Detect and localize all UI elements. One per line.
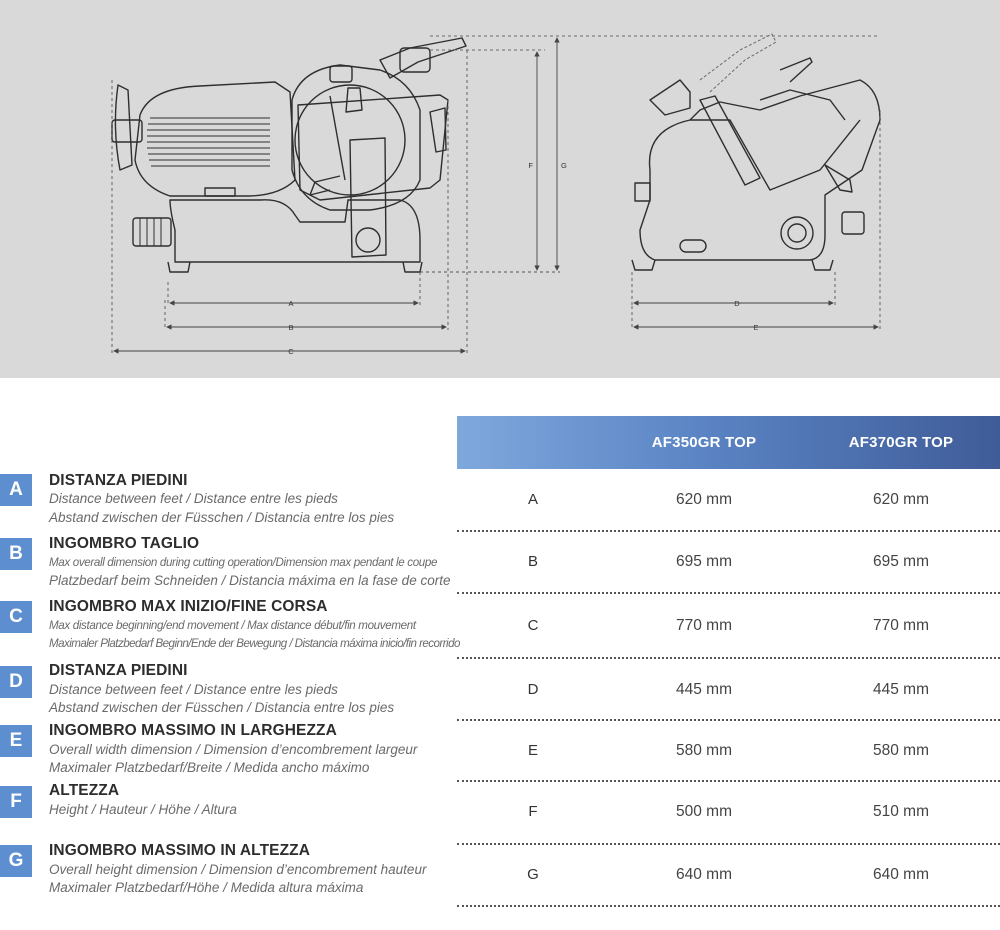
legend-line2: Maximaler Platzbedarf/Höhe / Medida altura máxima xyxy=(49,880,364,895)
af350gr-value: 620 mm xyxy=(676,491,732,508)
dim-label-d: D xyxy=(734,299,740,308)
legend-title: INGOMBRO MAX INIZIO/FINE CORSA xyxy=(49,598,328,615)
base xyxy=(170,200,420,262)
legend-title: INGOMBRO TAGLIO xyxy=(49,535,200,552)
legend-line1: Max distance beginning/end movement / Max distance début/fin mouvement xyxy=(49,619,416,632)
af370gr-value: 510 mm xyxy=(873,803,929,820)
blade-guard xyxy=(292,65,420,210)
legend-line2: Abstand zwischen der Füsschen / Distancia entre los pies xyxy=(49,510,395,525)
motor-housing xyxy=(135,82,295,196)
legend-line2: Abstand zwischen der Füsschen / Distancia entre los pies xyxy=(49,700,395,715)
badge-d: D xyxy=(0,666,32,698)
af370gr-value: 640 mm xyxy=(873,866,929,883)
legend-line2: Platzbedarf beim Schneiden / Distancia máxima en la fase de corte xyxy=(49,573,451,588)
row-divider xyxy=(457,657,1000,659)
row-divider xyxy=(457,530,1000,532)
column-header-af350gr: AF350GR TOP xyxy=(651,434,757,451)
legend-title: ALTEZZA xyxy=(49,782,120,799)
row-letter: D xyxy=(527,681,539,698)
legend-line1: Height / Hauteur / Höhe / Altura xyxy=(49,802,237,817)
af350gr-value: 770 mm xyxy=(676,617,732,634)
rear-knob xyxy=(115,85,132,170)
badge-a: A xyxy=(0,474,32,506)
af350gr-value: 445 mm xyxy=(676,681,732,698)
dim-label-b: B xyxy=(288,323,294,332)
af350gr-value: 640 mm xyxy=(676,866,732,883)
legend-line1: Distance between feet / Distance entre les pieds xyxy=(49,682,338,697)
legend-title: DISTANZA PIEDINI xyxy=(49,472,188,489)
row-divider xyxy=(457,905,1000,907)
legend-line1: Distance between feet / Distance entre les pieds xyxy=(49,491,338,506)
row-letter: B xyxy=(527,553,538,570)
row-letter: G xyxy=(527,866,539,883)
side-body xyxy=(640,80,880,260)
af370gr-value: 580 mm xyxy=(873,742,929,759)
af370gr-value: 695 mm xyxy=(873,553,929,570)
dim-label-f: F xyxy=(528,161,533,170)
dim-label-a: A xyxy=(288,299,294,308)
row-letter: F xyxy=(528,803,538,820)
legend-title: INGOMBRO MASSIMO IN LARGHEZZA xyxy=(49,722,337,739)
dim-label-g: G xyxy=(561,161,567,170)
row-divider xyxy=(457,719,1000,721)
af350gr-value: 695 mm xyxy=(676,553,732,570)
legend-title: DISTANZA PIEDINI xyxy=(49,662,188,679)
row-letter: E xyxy=(527,742,538,759)
row-letter: C xyxy=(527,617,539,634)
badge-g: G xyxy=(0,845,32,877)
column-header-af370gr: AF370GR TOP xyxy=(848,434,954,451)
row-letter: A xyxy=(527,491,538,508)
af370gr-value: 445 mm xyxy=(873,681,929,698)
badge-e: E xyxy=(0,725,32,757)
af350gr-value: 500 mm xyxy=(676,803,732,820)
af370gr-value: 770 mm xyxy=(873,617,929,634)
dim-label-e: E xyxy=(753,323,759,332)
badge-b: B xyxy=(0,538,32,570)
legend-line2: Maximaler Platzbedarf/Breite / Medida ancho máximo xyxy=(49,760,370,775)
badge-c: C xyxy=(0,601,32,633)
badge-f: F xyxy=(0,786,32,818)
technical-drawing xyxy=(0,0,1000,378)
row-divider xyxy=(457,843,1000,845)
row-divider xyxy=(457,592,1000,594)
legend-title: INGOMBRO MASSIMO IN ALTEZZA xyxy=(49,842,311,859)
row-divider xyxy=(457,780,1000,782)
slicer-line-drawing xyxy=(0,0,1000,378)
legend-line1: Max overall dimension during cutting operation/Dimension max pendant le coupe xyxy=(49,556,438,569)
legend-line1: Overall width dimension / Dimension d’encombrement largeur xyxy=(49,742,418,757)
af370gr-value: 620 mm xyxy=(873,491,929,508)
legend-line2: Maximaler Platzbedarf Beginn/Ende der Bewegung / Distancia máxima inicio/fin recorrido xyxy=(49,637,460,650)
legend-line1: Overall height dimension / Dimension d’encombrement hauteur xyxy=(49,862,427,877)
dim-label-c: C xyxy=(288,347,294,356)
table-header xyxy=(457,416,1000,469)
af350gr-value: 580 mm xyxy=(676,742,732,759)
